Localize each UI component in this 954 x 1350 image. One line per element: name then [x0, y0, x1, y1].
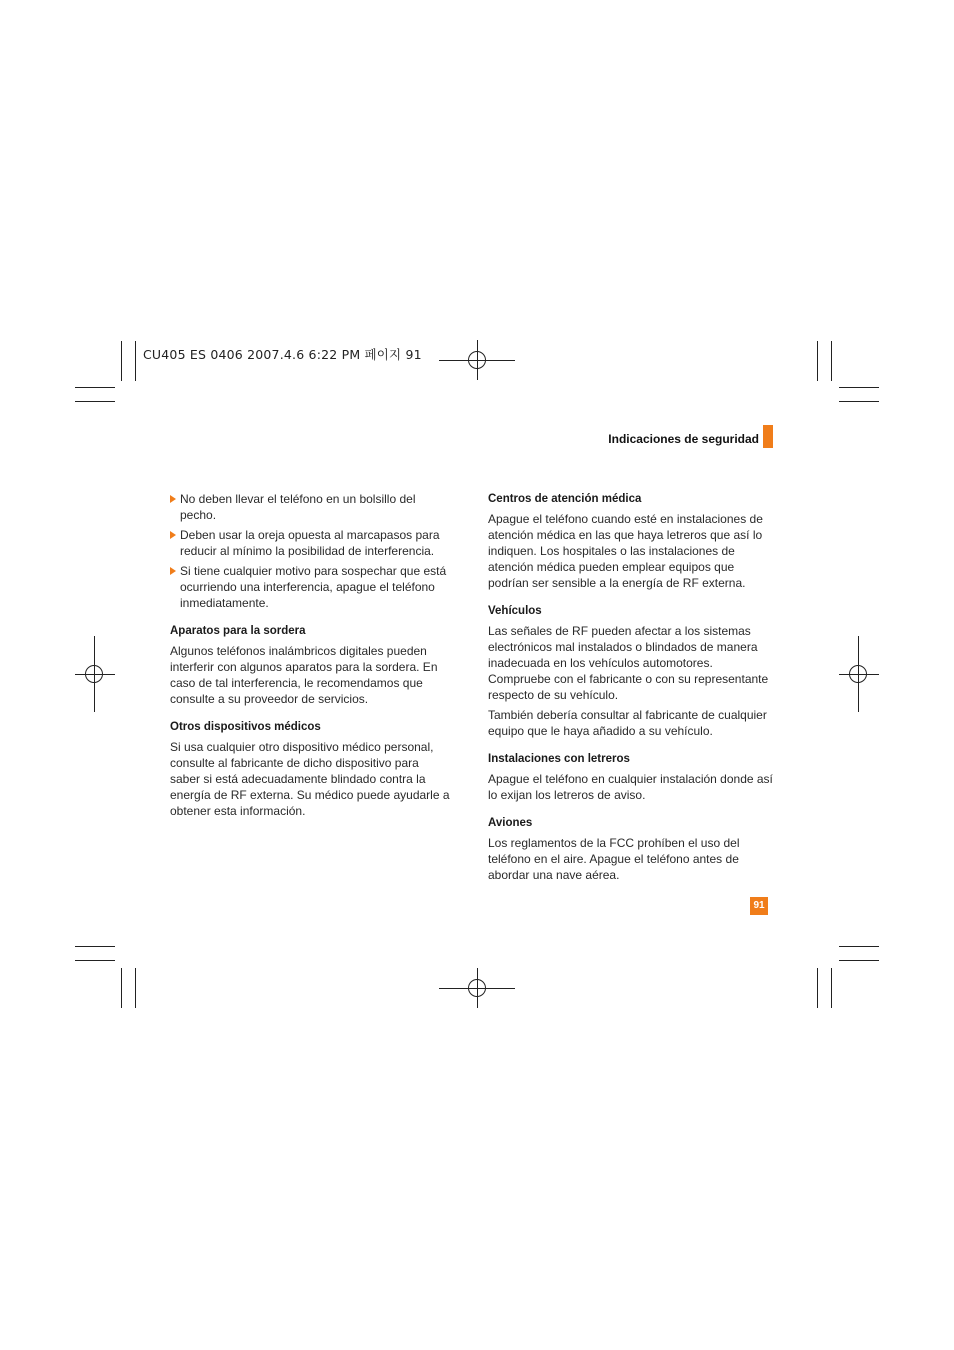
section-aircraft [488, 815, 774, 883]
list-item: Si tiene cualquier motivo para sospechar que está ocurriendo una interferencia, apague el teléfono inmediatamente. [170, 563, 450, 611]
section-paragraph: Los reglamentos de la FCC prohíben el uso del teléfono en el aire. Apague el teléfono antes de abordar una nave aérea. [488, 836, 740, 882]
crop-mark [75, 387, 115, 388]
section-tab-marker [763, 425, 773, 448]
section-hearing-aids [170, 623, 450, 707]
crop-mark [817, 968, 818, 1008]
section-heading: Centros de atención médica [488, 493, 642, 505]
crop-mark [75, 960, 115, 961]
crop-mark [831, 341, 832, 381]
crop-mark [839, 387, 879, 388]
triangle-bullet-icon [170, 495, 176, 503]
section-header: Indicaciones de seguridad [608, 432, 759, 446]
section-paragraph: Si usa cualquier otro dispositivo médico personal, consulte al fabricante de dicho dispositivo para saber si está adecuadamente blindado contra la energía de RF externa. Su médico puede ayudarle a obtener esta información. [170, 740, 450, 818]
crop-mark [121, 968, 122, 1008]
crop-mark [75, 401, 115, 402]
section-heading: Aparatos para la sordera [170, 625, 306, 637]
crop-mark [135, 968, 136, 1008]
section-paragraph: Apague el teléfono en cualquier instalación donde así lo exijan los letreros de aviso. [488, 772, 773, 802]
section-paragraph: Las señales de RF pueden afectar a los sistemas electrónicos mal instalados o blindados de manera inadecuada en los vehículos automotores. Compruebe con el fabricante o con su representante respecto de su vehículo. [488, 624, 769, 702]
section-vehicles [488, 603, 774, 739]
page-number-badge: 91 [750, 897, 768, 915]
section-other-medical-devices [170, 719, 450, 819]
section-posted-facilities [488, 751, 774, 803]
crop-mark [75, 946, 115, 947]
section-heading: Instalaciones con letreros [488, 753, 630, 765]
section-heading: Otros dispositivos médicos [170, 721, 321, 733]
section-health-care-facilities [488, 491, 774, 591]
crop-mark [839, 960, 879, 961]
section-paragraph: Algunos teléfonos inalámbricos digitales pueden interferir con algunos aparatos para la sordera. En caso de tal interferencia, le recomendamos que consulte a su proveedor de servicios. [170, 644, 438, 706]
list-item: Deben usar la oreja opuesta al marcapasos para reducir al mínimo la posibilidad de interferencia. [170, 527, 450, 559]
left-column [170, 491, 450, 831]
section-paragraph: Apague el teléfono cuando esté en instalaciones de atención médica en las que haya letreros que así lo indiquen. Los hospitales o las instalaciones de atención médica pueden emplear equipos que podrían ser sensible a la energía de RF externa. [488, 512, 763, 590]
section-heading: Vehículos [488, 605, 542, 617]
triangle-bullet-icon [170, 531, 176, 539]
triangle-bullet-icon [170, 567, 176, 575]
section-paragraph: También debería consultar al fabricante de cualquier equipo que le haya añadido a su vehículo. [488, 708, 767, 738]
crop-mark [121, 341, 122, 381]
list-item: No deben llevar el teléfono en un bolsillo del pecho. [170, 491, 450, 523]
crop-mark [135, 341, 136, 381]
section-heading: Aviones [488, 817, 533, 829]
bullet-list [170, 491, 450, 611]
print-slug-line: CU405 ES 0406 2007.4.6 6:22 PM 페이지 91 [143, 347, 422, 362]
right-column [488, 491, 774, 895]
crop-mark [839, 401, 879, 402]
crop-mark [839, 946, 879, 947]
crop-mark [817, 341, 818, 381]
crop-mark [831, 968, 832, 1008]
